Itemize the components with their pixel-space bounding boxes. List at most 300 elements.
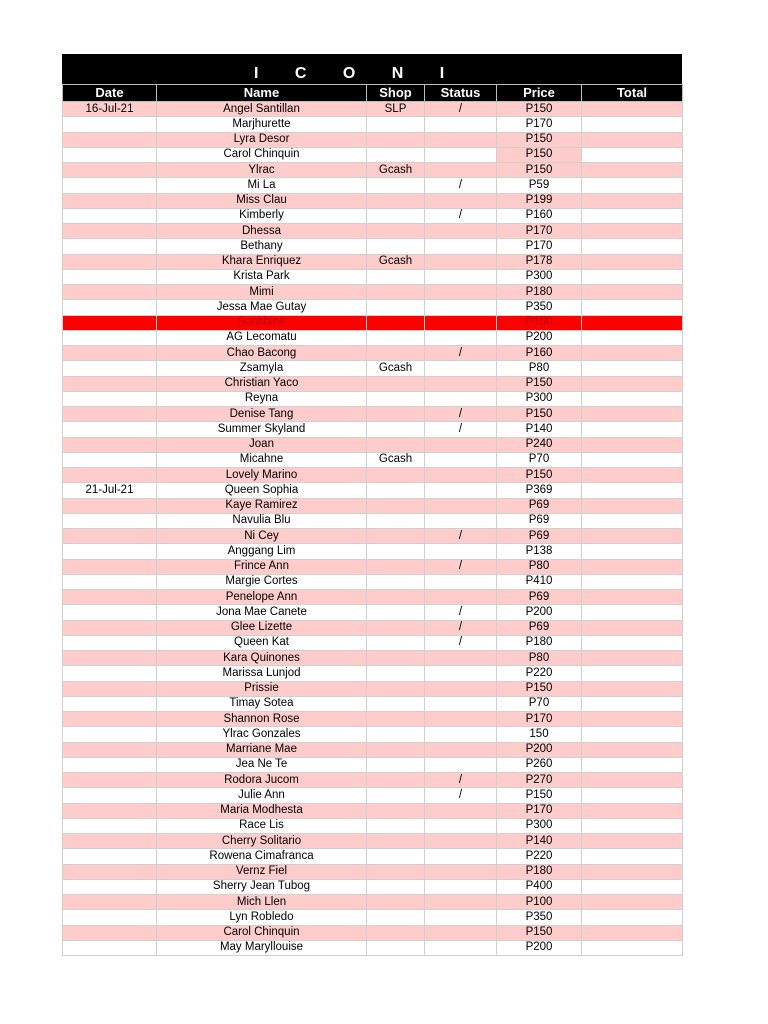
- cell-shop[interactable]: [367, 818, 425, 833]
- cell-total[interactable]: [582, 864, 683, 879]
- cell-shop[interactable]: [367, 696, 425, 711]
- cell-status[interactable]: [425, 712, 497, 727]
- cell-date[interactable]: [63, 696, 157, 711]
- cell-status[interactable]: [425, 727, 497, 742]
- cell-date[interactable]: [63, 147, 157, 162]
- cell-shop[interactable]: [367, 620, 425, 635]
- cell-price[interactable]: P170: [497, 803, 582, 818]
- cell-price[interactable]: P100: [497, 315, 582, 330]
- cell-total[interactable]: [582, 803, 683, 818]
- cell-name[interactable]: Reyna: [157, 391, 367, 406]
- cell-price[interactable]: P170: [497, 224, 582, 239]
- cell-date[interactable]: [63, 422, 157, 437]
- cell-total[interactable]: [582, 498, 683, 513]
- cell-name[interactable]: Rodora Jucom: [157, 773, 367, 788]
- cell-date[interactable]: [63, 269, 157, 284]
- cell-status[interactable]: [425, 803, 497, 818]
- cell-date[interactable]: [63, 803, 157, 818]
- cell-status[interactable]: [425, 895, 497, 910]
- cell-total[interactable]: [582, 681, 683, 696]
- cell-price[interactable]: P69: [497, 513, 582, 528]
- cell-price[interactable]: P150: [497, 163, 582, 178]
- cell-shop[interactable]: [367, 468, 425, 483]
- cell-total[interactable]: [582, 712, 683, 727]
- cell-price[interactable]: P150: [497, 925, 582, 940]
- cell-status[interactable]: [425, 254, 497, 269]
- cell-status[interactable]: [425, 666, 497, 681]
- cell-total[interactable]: [582, 147, 683, 162]
- cell-status[interactable]: [425, 330, 497, 345]
- cell-name[interactable]: Denise Tang: [157, 407, 367, 422]
- cell-shop[interactable]: [367, 391, 425, 406]
- cell-price[interactable]: P170: [497, 117, 582, 132]
- cell-status[interactable]: [425, 132, 497, 147]
- cell-date[interactable]: [63, 407, 157, 422]
- cell-status[interactable]: /: [425, 422, 497, 437]
- cell-name[interactable]: Lovely Marino: [157, 468, 367, 483]
- cell-price[interactable]: P200: [497, 605, 582, 620]
- cell-shop[interactable]: [367, 269, 425, 284]
- cell-total[interactable]: [582, 224, 683, 239]
- cell-name[interactable]: Jona Mae Canete: [157, 605, 367, 620]
- cell-total[interactable]: [582, 483, 683, 498]
- cell-shop[interactable]: [367, 895, 425, 910]
- cell-status[interactable]: [425, 269, 497, 284]
- cell-date[interactable]: [63, 254, 157, 269]
- cell-shop[interactable]: [367, 712, 425, 727]
- cell-shop[interactable]: [367, 239, 425, 254]
- cell-name[interactable]: Prissie: [157, 681, 367, 696]
- cell-name[interactable]: Marjhurette: [157, 117, 367, 132]
- cell-status[interactable]: [425, 239, 497, 254]
- cell-date[interactable]: [63, 361, 157, 376]
- cell-total[interactable]: [582, 285, 683, 300]
- cell-name[interactable]: Penelope Ann: [157, 590, 367, 605]
- cell-shop[interactable]: [367, 879, 425, 894]
- cell-total[interactable]: [582, 163, 683, 178]
- cell-shop[interactable]: [367, 285, 425, 300]
- cell-total[interactable]: [582, 910, 683, 925]
- cell-price[interactable]: P100: [497, 895, 582, 910]
- cell-status[interactable]: [425, 940, 497, 955]
- cell-shop[interactable]: Gcash: [367, 163, 425, 178]
- cell-price[interactable]: P178: [497, 254, 582, 269]
- cell-name[interactable]: Glee Lizette: [157, 620, 367, 635]
- cell-price[interactable]: P350: [497, 300, 582, 315]
- cell-date[interactable]: [63, 651, 157, 666]
- cell-name[interactable]: Mi La: [157, 178, 367, 193]
- cell-shop[interactable]: [367, 315, 425, 330]
- cell-price[interactable]: P220: [497, 849, 582, 864]
- cell-shop[interactable]: [367, 376, 425, 391]
- cell-total[interactable]: [582, 742, 683, 757]
- cell-shop[interactable]: [367, 147, 425, 162]
- cell-status[interactable]: [425, 574, 497, 589]
- cell-name[interactable]: Dhessa: [157, 224, 367, 239]
- cell-date[interactable]: [63, 559, 157, 574]
- cell-name[interactable]: Mimi: [157, 285, 367, 300]
- cell-status[interactable]: /: [425, 346, 497, 361]
- cell-total[interactable]: [582, 346, 683, 361]
- cell-date[interactable]: [63, 529, 157, 544]
- cell-date[interactable]: [63, 849, 157, 864]
- cell-date[interactable]: [63, 300, 157, 315]
- cell-shop[interactable]: [367, 742, 425, 757]
- cell-name[interactable]: Lyn Robledo: [157, 910, 367, 925]
- cell-name[interactable]: Joan: [157, 437, 367, 452]
- cell-total[interactable]: [582, 590, 683, 605]
- cell-date[interactable]: [63, 132, 157, 147]
- cell-status[interactable]: [425, 193, 497, 208]
- cell-price[interactable]: P180: [497, 285, 582, 300]
- cell-shop[interactable]: [367, 117, 425, 132]
- cell-shop[interactable]: [367, 208, 425, 223]
- cell-name[interactable]: Khara Enriquez: [157, 254, 367, 269]
- cell-shop[interactable]: [367, 574, 425, 589]
- cell-date[interactable]: [63, 727, 157, 742]
- cell-price[interactable]: P150: [497, 681, 582, 696]
- cell-total[interactable]: [582, 376, 683, 391]
- cell-date[interactable]: [63, 574, 157, 589]
- cell-shop[interactable]: [367, 407, 425, 422]
- cell-name[interactable]: Kara Quinones: [157, 651, 367, 666]
- cell-date[interactable]: [63, 163, 157, 178]
- cell-status[interactable]: /: [425, 635, 497, 650]
- cell-date[interactable]: [63, 498, 157, 513]
- cell-shop[interactable]: [367, 559, 425, 574]
- cell-total[interactable]: [582, 788, 683, 803]
- cell-date[interactable]: 16-Jul-21: [63, 102, 157, 117]
- cell-name[interactable]: May Maryllouise: [157, 940, 367, 955]
- cell-status[interactable]: /: [425, 208, 497, 223]
- cell-shop[interactable]: [367, 544, 425, 559]
- cell-status[interactable]: [425, 452, 497, 467]
- cell-price[interactable]: P140: [497, 422, 582, 437]
- cell-name[interactable]: Lyra Desor: [157, 132, 367, 147]
- cell-price[interactable]: P140: [497, 834, 582, 849]
- cell-status[interactable]: [425, 742, 497, 757]
- cell-total[interactable]: [582, 544, 683, 559]
- cell-price[interactable]: P59: [497, 178, 582, 193]
- cell-status[interactable]: [425, 361, 497, 376]
- cell-date[interactable]: [63, 910, 157, 925]
- cell-date[interactable]: [63, 834, 157, 849]
- cell-name[interactable]: Queen Kat: [157, 635, 367, 650]
- cell-name[interactable]: Queen Sophia: [157, 483, 367, 498]
- cell-name[interactable]: Marissa Lunjod: [157, 666, 367, 681]
- cell-shop[interactable]: Gcash: [367, 254, 425, 269]
- cell-price[interactable]: P200: [497, 330, 582, 345]
- cell-shop[interactable]: [367, 590, 425, 605]
- cell-name[interactable]: Ylrac Gonzales: [157, 727, 367, 742]
- cell-name[interactable]: Krista Park: [157, 269, 367, 284]
- cell-shop[interactable]: [367, 498, 425, 513]
- cell-name[interactable]: AG Lecomatu: [157, 330, 367, 345]
- cell-shop[interactable]: [367, 178, 425, 193]
- cell-name[interactable]: Ni Cey: [157, 529, 367, 544]
- cell-name[interactable]: Christian Yaco: [157, 376, 367, 391]
- cell-date[interactable]: [63, 346, 157, 361]
- cell-name[interactable]: Vernz Fiel: [157, 864, 367, 879]
- cell-shop[interactable]: Gcash: [367, 361, 425, 376]
- cell-status[interactable]: [425, 757, 497, 772]
- cell-status[interactable]: [425, 468, 497, 483]
- cell-shop[interactable]: [367, 635, 425, 650]
- cell-status[interactable]: [425, 498, 497, 513]
- cell-price[interactable]: P369: [497, 483, 582, 498]
- cell-shop[interactable]: [367, 925, 425, 940]
- cell-price[interactable]: P400: [497, 879, 582, 894]
- cell-total[interactable]: [582, 879, 683, 894]
- cell-date[interactable]: [63, 452, 157, 467]
- cell-name[interactable]: Margie Cortes: [157, 574, 367, 589]
- cell-total[interactable]: [582, 437, 683, 452]
- cell-total[interactable]: [582, 940, 683, 955]
- cell-status[interactable]: [425, 696, 497, 711]
- cell-date[interactable]: [63, 742, 157, 757]
- cell-shop[interactable]: [367, 681, 425, 696]
- cell-total[interactable]: [582, 574, 683, 589]
- cell-total[interactable]: [582, 513, 683, 528]
- header-total[interactable]: Total: [582, 85, 683, 102]
- cell-status[interactable]: [425, 590, 497, 605]
- cell-status[interactable]: [425, 147, 497, 162]
- cell-date[interactable]: [63, 330, 157, 345]
- cell-status[interactable]: /: [425, 773, 497, 788]
- cell-total[interactable]: [582, 757, 683, 772]
- cell-price[interactable]: P350: [497, 910, 582, 925]
- cell-name[interactable]: Kaye Ramirez: [157, 498, 367, 513]
- cell-total[interactable]: [582, 895, 683, 910]
- cell-date[interactable]: [63, 895, 157, 910]
- cell-price[interactable]: P240: [497, 437, 582, 452]
- cell-name[interactable]: Sunshine: [157, 315, 367, 330]
- cell-shop[interactable]: [367, 666, 425, 681]
- cell-status[interactable]: [425, 818, 497, 833]
- cell-name[interactable]: Carol Chinquin: [157, 147, 367, 162]
- cell-price[interactable]: P180: [497, 864, 582, 879]
- cell-total[interactable]: [582, 208, 683, 223]
- cell-date[interactable]: [63, 376, 157, 391]
- cell-status[interactable]: [425, 300, 497, 315]
- cell-price[interactable]: P69: [497, 529, 582, 544]
- cell-shop[interactable]: [367, 834, 425, 849]
- cell-shop[interactable]: [367, 224, 425, 239]
- cell-price[interactable]: P69: [497, 590, 582, 605]
- cell-total[interactable]: [582, 132, 683, 147]
- cell-total[interactable]: [582, 529, 683, 544]
- cell-date[interactable]: [63, 864, 157, 879]
- cell-name[interactable]: Anggang Lim: [157, 544, 367, 559]
- cell-total[interactable]: [582, 468, 683, 483]
- cell-shop[interactable]: [367, 529, 425, 544]
- cell-price[interactable]: P150: [497, 468, 582, 483]
- cell-total[interactable]: [582, 773, 683, 788]
- cell-date[interactable]: [63, 208, 157, 223]
- cell-status[interactable]: /: [425, 605, 497, 620]
- cell-date[interactable]: [63, 788, 157, 803]
- cell-shop[interactable]: [367, 330, 425, 345]
- cell-price[interactable]: P138: [497, 544, 582, 559]
- header-name[interactable]: Name: [157, 85, 367, 102]
- cell-name[interactable]: Rowena Cimafranca: [157, 849, 367, 864]
- cell-price[interactable]: P260: [497, 757, 582, 772]
- cell-total[interactable]: [582, 925, 683, 940]
- cell-date[interactable]: [63, 193, 157, 208]
- cell-price[interactable]: P70: [497, 696, 582, 711]
- cell-total[interactable]: [582, 300, 683, 315]
- cell-total[interactable]: [582, 102, 683, 117]
- cell-name[interactable]: Summer Skyland: [157, 422, 367, 437]
- cell-name[interactable]: Carol Chinquin: [157, 925, 367, 940]
- cell-shop[interactable]: [367, 422, 425, 437]
- cell-name[interactable]: Race Lis: [157, 818, 367, 833]
- cell-status[interactable]: [425, 849, 497, 864]
- cell-total[interactable]: [582, 407, 683, 422]
- cell-status[interactable]: [425, 117, 497, 132]
- cell-date[interactable]: [63, 391, 157, 406]
- cell-price[interactable]: 150: [497, 727, 582, 742]
- cell-name[interactable]: Ylrac: [157, 163, 367, 178]
- cell-name[interactable]: Shannon Rose: [157, 712, 367, 727]
- cell-date[interactable]: [63, 544, 157, 559]
- cell-status[interactable]: [425, 315, 497, 330]
- cell-date[interactable]: [63, 117, 157, 132]
- cell-date[interactable]: [63, 773, 157, 788]
- cell-price[interactable]: P69: [497, 498, 582, 513]
- cell-price[interactable]: P150: [497, 147, 582, 162]
- cell-name[interactable]: Frince Ann: [157, 559, 367, 574]
- cell-name[interactable]: Kimberly: [157, 208, 367, 223]
- cell-date[interactable]: [63, 666, 157, 681]
- cell-date[interactable]: [63, 879, 157, 894]
- cell-date[interactable]: [63, 315, 157, 330]
- cell-total[interactable]: [582, 651, 683, 666]
- cell-total[interactable]: [582, 315, 683, 330]
- cell-price[interactable]: P80: [497, 361, 582, 376]
- cell-status[interactable]: [425, 681, 497, 696]
- cell-price[interactable]: P170: [497, 712, 582, 727]
- cell-shop[interactable]: [367, 773, 425, 788]
- cell-total[interactable]: [582, 239, 683, 254]
- cell-shop[interactable]: [367, 788, 425, 803]
- cell-status[interactable]: /: [425, 788, 497, 803]
- cell-status[interactable]: [425, 391, 497, 406]
- cell-status[interactable]: /: [425, 529, 497, 544]
- cell-name[interactable]: Jessa Mae Gutay: [157, 300, 367, 315]
- cell-total[interactable]: [582, 635, 683, 650]
- cell-status[interactable]: [425, 925, 497, 940]
- cell-shop[interactable]: [367, 727, 425, 742]
- cell-total[interactable]: [582, 361, 683, 376]
- header-shop[interactable]: Shop: [367, 85, 425, 102]
- cell-date[interactable]: [63, 635, 157, 650]
- cell-status[interactable]: /: [425, 102, 497, 117]
- cell-status[interactable]: [425, 910, 497, 925]
- cell-price[interactable]: P150: [497, 102, 582, 117]
- cell-shop[interactable]: [367, 803, 425, 818]
- cell-shop[interactable]: [367, 940, 425, 955]
- cell-price[interactable]: P180: [497, 635, 582, 650]
- cell-price[interactable]: P170: [497, 239, 582, 254]
- cell-total[interactable]: [582, 193, 683, 208]
- cell-shop[interactable]: [367, 864, 425, 879]
- cell-status[interactable]: /: [425, 559, 497, 574]
- cell-name[interactable]: Maria Modhesta: [157, 803, 367, 818]
- cell-total[interactable]: [582, 666, 683, 681]
- cell-price[interactable]: P410: [497, 574, 582, 589]
- cell-date[interactable]: [63, 620, 157, 635]
- cell-total[interactable]: [582, 422, 683, 437]
- cell-name[interactable]: Sherry Jean Tubog: [157, 879, 367, 894]
- cell-shop[interactable]: SLP: [367, 102, 425, 117]
- cell-total[interactable]: [582, 818, 683, 833]
- cell-price[interactable]: P150: [497, 376, 582, 391]
- cell-shop[interactable]: [367, 849, 425, 864]
- cell-total[interactable]: [582, 269, 683, 284]
- cell-status[interactable]: /: [425, 178, 497, 193]
- header-price[interactable]: Price: [497, 85, 582, 102]
- cell-date[interactable]: [63, 818, 157, 833]
- cell-shop[interactable]: [367, 300, 425, 315]
- cell-date[interactable]: [63, 590, 157, 605]
- cell-shop[interactable]: [367, 513, 425, 528]
- cell-shop[interactable]: [367, 757, 425, 772]
- header-status[interactable]: Status: [425, 85, 497, 102]
- cell-date[interactable]: [63, 712, 157, 727]
- cell-status[interactable]: [425, 879, 497, 894]
- cell-shop[interactable]: [367, 437, 425, 452]
- cell-total[interactable]: [582, 727, 683, 742]
- cell-price[interactable]: P199: [497, 193, 582, 208]
- cell-date[interactable]: [63, 178, 157, 193]
- cell-total[interactable]: [582, 117, 683, 132]
- cell-price[interactable]: P300: [497, 391, 582, 406]
- cell-price[interactable]: P200: [497, 742, 582, 757]
- cell-total[interactable]: [582, 178, 683, 193]
- cell-shop[interactable]: [367, 132, 425, 147]
- cell-total[interactable]: [582, 559, 683, 574]
- cell-price[interactable]: P160: [497, 346, 582, 361]
- cell-total[interactable]: [582, 834, 683, 849]
- cell-status[interactable]: [425, 834, 497, 849]
- cell-date[interactable]: [63, 513, 157, 528]
- cell-total[interactable]: [582, 330, 683, 345]
- cell-date[interactable]: [63, 757, 157, 772]
- cell-name[interactable]: Jea Ne Te: [157, 757, 367, 772]
- cell-price[interactable]: P150: [497, 788, 582, 803]
- cell-status[interactable]: [425, 437, 497, 452]
- cell-price[interactable]: P70: [497, 452, 582, 467]
- cell-shop[interactable]: [367, 346, 425, 361]
- cell-total[interactable]: [582, 452, 683, 467]
- cell-status[interactable]: /: [425, 407, 497, 422]
- cell-name[interactable]: Zsamyla: [157, 361, 367, 376]
- cell-price[interactable]: P150: [497, 407, 582, 422]
- cell-status[interactable]: [425, 376, 497, 391]
- cell-name[interactable]: Navulia Blu: [157, 513, 367, 528]
- cell-price[interactable]: P160: [497, 208, 582, 223]
- cell-shop[interactable]: [367, 910, 425, 925]
- header-date[interactable]: Date: [63, 85, 157, 102]
- cell-status[interactable]: [425, 513, 497, 528]
- cell-date[interactable]: 21-Jul-21: [63, 483, 157, 498]
- cell-date[interactable]: [63, 224, 157, 239]
- cell-status[interactable]: /: [425, 620, 497, 635]
- cell-name[interactable]: Julie Ann: [157, 788, 367, 803]
- cell-price[interactable]: P300: [497, 818, 582, 833]
- cell-shop[interactable]: [367, 605, 425, 620]
